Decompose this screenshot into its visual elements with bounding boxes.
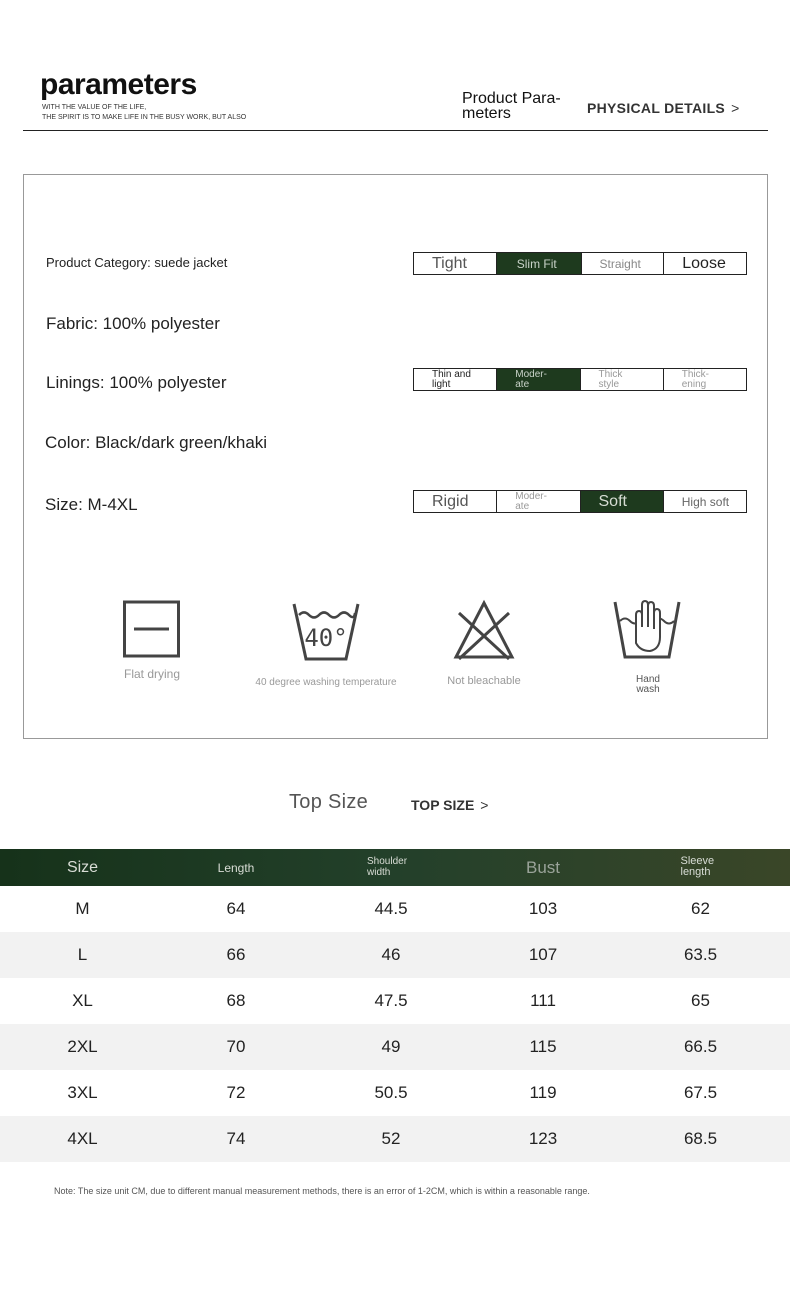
cell-sleeve: 65 — [691, 991, 710, 1010]
size-note: Note: The size unit CM, due to different manual measurement methods, there is an error of 1-2CM, which is within a reasonable range. — [54, 1186, 590, 1196]
table-row — [0, 1116, 790, 1162]
subtitle-line-2: THE SPIRIT IS TO MAKE LIFE IN THE BUSY WORK, BUT ALSO — [42, 114, 247, 121]
table-row — [0, 1024, 790, 1070]
cell-length: 74 — [226, 1129, 246, 1148]
header-shoulder-width — [307, 856, 475, 880]
cell-bust: 119 — [529, 1083, 557, 1102]
softness-option-rigid: Rigid — [414, 491, 497, 512]
table-header — [0, 849, 790, 886]
header-length: Length — [217, 860, 255, 875]
fit-scale — [413, 252, 747, 275]
cell-length: 72 — [226, 1083, 246, 1102]
header-sleeve-length — [611, 856, 790, 880]
care-label-not-bleachable: Not bleachable — [447, 675, 521, 687]
not-bleachable-icon — [453, 599, 515, 661]
fit-option-straight: Straight — [582, 253, 665, 274]
cell-sleeve: 67.5 — [683, 1083, 718, 1102]
cell-shoulder: 50.5 — [374, 1083, 408, 1102]
softness-option-high-soft: High soft — [681, 494, 730, 509]
cell-bust: 111 — [530, 991, 556, 1010]
cell-shoulder: 52 — [381, 1129, 401, 1148]
param-color: Color: Black/dark green/khaki — [45, 433, 268, 452]
header-sleeve-length-label: Sleeve length — [680, 854, 715, 878]
thickness-scale — [413, 368, 747, 391]
cell-size: M — [75, 899, 90, 918]
top-size-title: Top Size — [289, 791, 369, 813]
page-subtitle — [42, 103, 246, 123]
thickness-option-moderate-label: Moder-ate — [515, 369, 547, 390]
cell-sleeve: 68.5 — [683, 1129, 718, 1148]
page-title: parameters — [40, 68, 197, 101]
cell-length: 70 — [226, 1037, 246, 1056]
cell-shoulder: 47.5 — [374, 991, 408, 1010]
cell-size: L — [77, 945, 88, 964]
wash-40-icon — [291, 601, 361, 663]
softness-option-soft: Soft — [581, 491, 664, 512]
thickness-option-moderate — [497, 369, 580, 390]
table-row — [0, 932, 790, 978]
parameters-panel — [23, 174, 768, 739]
fit-option-tight: Tight — [414, 253, 497, 274]
cell-bust: 103 — [528, 899, 558, 918]
header-size: Size — [66, 858, 99, 876]
thickness-option-thick — [581, 369, 664, 390]
thickness-option-thin — [414, 369, 497, 390]
cell-shoulder: 46 — [381, 945, 401, 964]
size-table — [0, 849, 790, 1162]
product-params-label: Product Para-meters — [462, 90, 561, 122]
chevron-right-icon: > — [731, 100, 740, 116]
cell-size: 3XL — [67, 1083, 98, 1102]
cell-length: 66 — [226, 945, 246, 964]
flat-drying-icon — [122, 599, 182, 659]
thickness-option-thin-label: Thin and light — [432, 369, 471, 390]
cell-bust: 123 — [528, 1129, 558, 1148]
param-category: Product Category: suede jacket — [46, 255, 228, 270]
cell-size: 2XL — [67, 1037, 98, 1056]
hand-wash-icon — [612, 599, 682, 661]
fit-option-slim-fit: Slim Fit — [497, 253, 582, 274]
table-row — [0, 978, 790, 1024]
param-size: Size: M-4XL — [45, 495, 138, 514]
cell-size: XL — [72, 991, 93, 1010]
table-row — [0, 886, 790, 932]
cell-bust: 115 — [529, 1037, 557, 1056]
softness-option-moderate-label: Moder-ate — [515, 491, 547, 512]
thickness-option-thickening-label: Thick-ening — [681, 369, 709, 390]
header-divider — [23, 130, 768, 131]
cell-sleeve: 66.5 — [683, 1037, 718, 1056]
cell-shoulder: 44.5 — [374, 899, 408, 918]
param-fabric: Fabric: 100% polyester — [46, 314, 220, 333]
param-linings: Linings: 100% polyester — [46, 373, 227, 392]
cell-shoulder: 49 — [381, 1037, 401, 1056]
top-size-label: TOP SIZE — [411, 797, 475, 813]
care-label-wash-40: 40 degree washing temperature — [255, 677, 397, 688]
cell-bust: 107 — [528, 945, 558, 964]
cell-length: 68 — [226, 991, 246, 1010]
cell-sleeve: 62 — [691, 899, 710, 918]
softness-scale — [413, 490, 747, 513]
softness-option-moderate — [497, 491, 580, 512]
header-shoulder-width-label: Shoulder width — [367, 855, 408, 878]
subtitle-line-1: WITH THE VALUE OF THE LIFE, — [42, 104, 147, 111]
thickness-option-thickening — [664, 369, 746, 390]
care-wash-40 — [246, 601, 406, 688]
cell-size: 4XL — [67, 1129, 98, 1148]
care-label-flat-drying: Flat drying — [123, 667, 181, 681]
care-label-hand-wash: Hand wash — [636, 674, 660, 695]
chevron-right-icon: > — [480, 797, 489, 813]
thickness-option-thick-label: Thick style — [598, 369, 623, 390]
physical-details-link[interactable] — [587, 100, 740, 116]
cell-length: 64 — [226, 899, 246, 918]
top-size-link[interactable] — [411, 797, 488, 813]
care-not-bleachable — [434, 599, 534, 687]
fit-option-loose: Loose — [682, 254, 726, 272]
table-row — [0, 1070, 790, 1116]
physical-details-label: PHYSICAL DETAILS — [587, 100, 726, 116]
header-bust: Bust — [525, 857, 561, 877]
cell-sleeve: 63.5 — [683, 945, 718, 964]
care-hand-wash — [612, 599, 682, 695]
care-flat-drying — [102, 599, 202, 681]
wash-40-symbol-text: 40° — [304, 624, 348, 652]
